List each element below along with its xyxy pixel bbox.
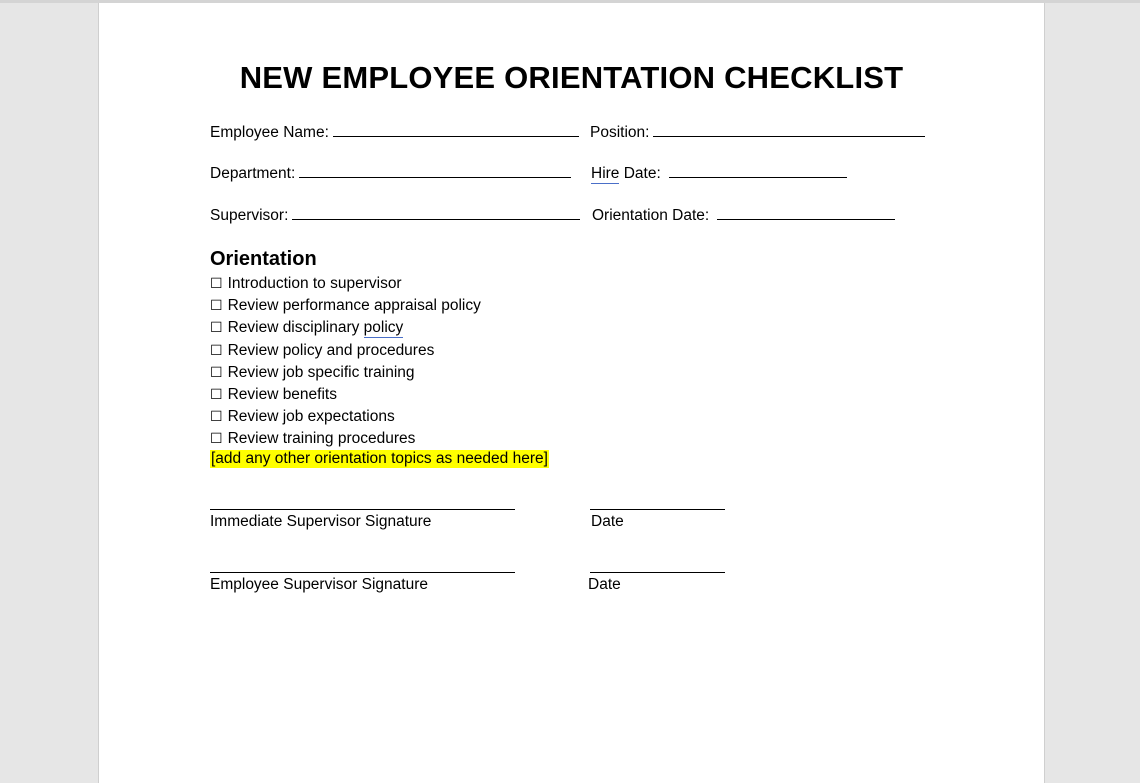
orientation-date-blank[interactable] (717, 205, 895, 220)
checklist-item (210, 296, 481, 318)
checklist-item-label: Review training procedures (227, 430, 416, 448)
supervisor-blank[interactable] (292, 205, 580, 220)
date-label-2: Date (588, 576, 621, 593)
date-line-2[interactable] (590, 572, 725, 573)
hire-date-label: Date: (619, 165, 661, 182)
checkbox-icon[interactable]: ☐ (210, 298, 223, 315)
employee-name-label: Employee Name: (210, 124, 329, 141)
checkbox-icon[interactable]: ☐ (210, 409, 223, 426)
department-blank[interactable] (299, 163, 571, 178)
orientation-heading: Orientation (210, 248, 317, 270)
checklist-item (210, 407, 481, 429)
checklist-item-label-tail: policy (363, 319, 404, 337)
checkbox-icon[interactable]: ☐ (210, 276, 223, 292)
orientation-date-field[interactable] (592, 205, 895, 225)
checkbox-icon[interactable]: ☐ (210, 342, 223, 359)
hire-date-blank[interactable] (669, 163, 847, 178)
checklist-item-label: Review job expectations (227, 408, 395, 426)
checklist-item-label: Review disciplinary (227, 319, 360, 337)
position-label: Position: (590, 124, 650, 141)
checkbox-icon[interactable]: ☐ (210, 364, 223, 381)
hire-date-field[interactable] (591, 163, 847, 183)
immediate-supervisor-signature-label: Immediate Supervisor Signature (210, 513, 432, 530)
date-label-1: Date (591, 513, 624, 530)
position-field[interactable] (590, 122, 925, 142)
supervisor-label: Supervisor: (210, 207, 289, 224)
checklist-item (210, 385, 481, 407)
employee-supervisor-signature-label: Employee Supervisor Signature (210, 576, 428, 593)
checklist-item-label: Introduction to supervisor (227, 275, 402, 292)
checklist-item-label: Review policy and procedures (227, 341, 435, 359)
employee-supervisor-signature-line[interactable] (210, 572, 515, 573)
supervisor-field[interactable] (210, 205, 580, 225)
document-title: NEW EMPLOYEE ORIENTATION CHECKLIST (239, 60, 904, 95)
orientation-date-label: Orientation Date: (592, 207, 710, 224)
department-field[interactable] (210, 163, 571, 183)
checklist-item-label: Review benefits (227, 385, 337, 403)
position-blank[interactable] (653, 122, 925, 137)
employee-name-blank[interactable] (333, 122, 579, 137)
checkbox-icon[interactable]: ☐ (210, 320, 223, 337)
checklist-item (210, 429, 481, 451)
checklist-item (210, 341, 481, 363)
department-label: Department: (210, 165, 296, 182)
document-page[interactable] (98, 3, 1045, 783)
checklist-item-label: Review job specific training (227, 363, 415, 381)
employee-name-field[interactable] (210, 122, 579, 142)
checklist-item (210, 274, 481, 296)
checklist-item (210, 363, 481, 385)
orientation-checklist (210, 274, 481, 452)
highlighted-note: [add any other orientation topics as needed here] (211, 450, 548, 467)
checkbox-icon[interactable]: ☐ (210, 386, 223, 403)
checkbox-icon[interactable]: ☐ (210, 431, 223, 448)
checklist-item (210, 318, 481, 340)
date-line-1[interactable] (590, 509, 725, 510)
immediate-supervisor-signature-line[interactable] (210, 509, 515, 510)
hire-label: Hire (591, 165, 620, 182)
checklist-item-label: Review performance appraisal policy (227, 297, 481, 315)
